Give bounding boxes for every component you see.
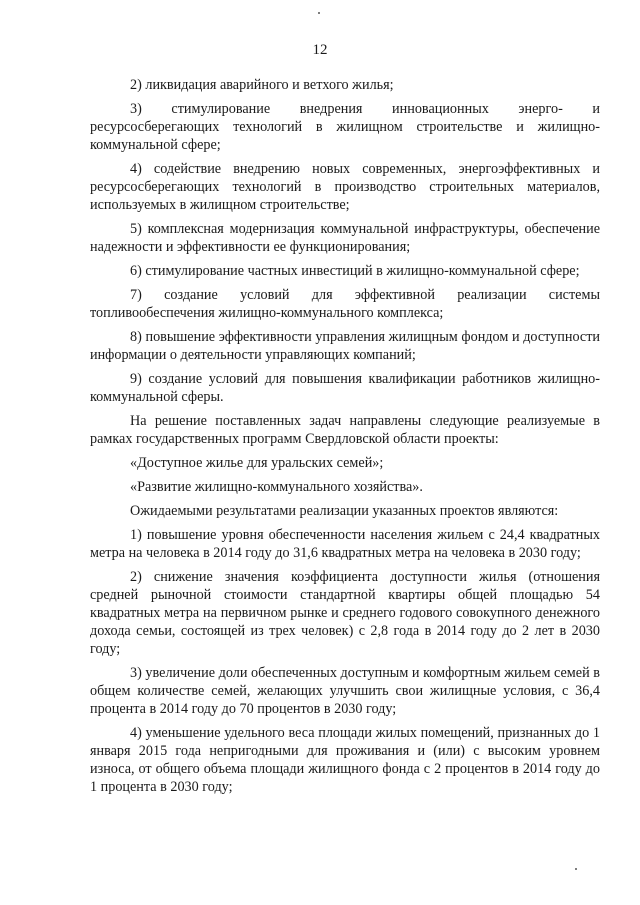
paragraph: 6) стимулирование частных инвестиций в жилищно-коммунальной сфере; xyxy=(130,263,580,279)
paragraph: 4) содействие внедрению новых современных, энергоэффективных и ресурсосберегающих технологий в производство строительных материалов, используемых в жилищном строительстве; xyxy=(90,161,600,213)
paragraph: 1) повышение уровня обеспеченности населения жильем с 24,4 квадратных метра на человека в 2014 году до 31,6 квадратных метра на человека в 2030 году; xyxy=(90,527,600,561)
paragraph: 9) создание условий для повышения квалификации работников жилищно-коммунальной сферы. xyxy=(90,371,600,405)
document-body xyxy=(90,76,600,802)
paragraph: Ожидаемыми результатами реализации указанных проектов являются: xyxy=(130,503,559,519)
paragraph: «Доступное жилье для уральских семей»; xyxy=(130,455,384,471)
paragraph: «Развитие жилищно-коммунального хозяйства». xyxy=(130,479,423,495)
paragraph: 5) комплексная модернизация коммунальной инфраструктуры, обеспечение надежности и эффективности ее функционирования; xyxy=(90,221,600,255)
paragraph: 2) ликвидация аварийного и ветхого жилья; xyxy=(130,77,394,93)
paragraph: 3) стимулирование внедрения инновационных энерго- и ресурсосберегающих технологий в жилищном строительстве и жилищно-коммунальной сфере; xyxy=(90,101,600,153)
paragraph: 2) снижение значения коэффициента доступности жилья (отношения средней рыночной стоимости стандартной квартиры общей площадью 54 квадратных метра на первичном рынке и среднего годового совокупного денежного дохода семьи, состоящей из трех человек) с 2,8 года в 2014 году до 2 лет в 2030 году; xyxy=(90,569,600,657)
paragraph: 8) повышение эффективности управления жилищным фондом и доступности информации о деятельности управляющих компаний; xyxy=(90,329,600,363)
scan-speck xyxy=(318,12,320,14)
paragraph: 4) уменьшение удельного веса площади жилых помещений, признанных до 1 января 2015 года непригодными для проживания и (или) с высоким уровнем износа, от общего объема площади жилищного фонда с 2 процентов в 2014 году до 1 процента в 2030 году; xyxy=(90,725,600,795)
paragraph: 3) увеличение доли обеспеченных доступным и комфортным жильем семей в общем количестве семей, желающих улучшить свои жилищные условия, с 36,4 процента в 2014 году до 70 процентов в 2030 году; xyxy=(90,665,600,717)
page-number: 12 xyxy=(312,42,328,58)
scan-speck xyxy=(575,868,577,870)
paragraph: 7) создание условий для эффективной реализации системы топливообеспечения жилищно-коммунального комплекса; xyxy=(90,287,600,321)
paragraph: На решение поставленных задач направлены следующие реализуемые в рамках государственных программ Свердловской области проекты: xyxy=(90,413,600,447)
